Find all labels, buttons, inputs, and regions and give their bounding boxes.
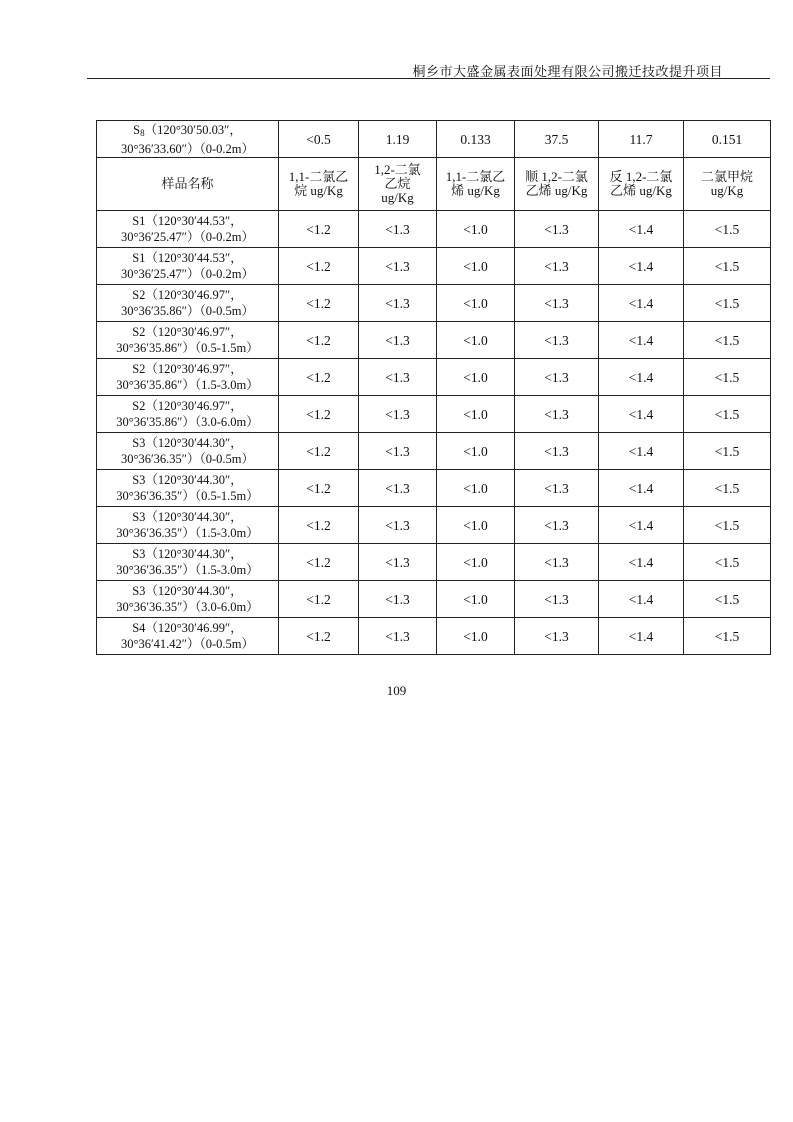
value-cell: <1.3	[359, 618, 437, 655]
value-cell: <1.2	[279, 322, 359, 359]
sample-coord-lat-depth: 30°36′36.35″）（0-0.5m）	[120, 452, 255, 466]
value-cell: <1.2	[279, 581, 359, 618]
sample-name-cell	[97, 396, 279, 433]
value-cell: <1.0	[437, 433, 515, 470]
table-row	[97, 211, 771, 248]
sample-coord-lat-depth: 30°36′36.35″）（3.0-6.0m）	[116, 600, 259, 614]
value-cell: <1.3	[515, 544, 599, 581]
sample-coord-lon: S2（120°30′46.97″，	[132, 325, 243, 339]
sample-name-cell	[97, 359, 279, 396]
value-cell: <1.4	[599, 359, 684, 396]
header-rule	[87, 78, 770, 79]
sample-coord-lon: S2（120°30′46.97″，	[132, 399, 243, 413]
table-row-s8	[97, 121, 771, 158]
value-cell: <1.0	[437, 544, 515, 581]
sample-name-cell	[97, 211, 279, 248]
value-cell: <1.3	[515, 248, 599, 285]
sample-id-subscript: 8	[140, 127, 145, 138]
value-cell: <1.5	[684, 322, 771, 359]
sample-id: S	[133, 122, 141, 137]
sample-name-cell	[97, 121, 279, 158]
value-cell: <1.3	[515, 581, 599, 618]
table-row	[97, 507, 771, 544]
value-cell: <1.2	[279, 544, 359, 581]
sample-name-cell	[97, 433, 279, 470]
value-cell: 0.151	[684, 121, 771, 158]
table-row	[97, 618, 771, 655]
sample-name-cell	[97, 285, 279, 322]
sample-coord-lon: S2（120°30′46.97″，	[132, 288, 243, 302]
results-table	[96, 120, 771, 655]
value-cell: <1.5	[684, 285, 771, 322]
column-header: 顺 1,2-二氯 乙烯 ug/Kg	[515, 158, 599, 211]
sample-name-cell	[97, 544, 279, 581]
value-cell: <1.3	[515, 211, 599, 248]
value-cell: <1.0	[437, 396, 515, 433]
value-cell: <1.4	[599, 396, 684, 433]
value-cell: <1.2	[279, 433, 359, 470]
sample-coord-lat-depth: 30°36′25.47″）（0-0.2m）	[120, 230, 255, 244]
table-row	[97, 433, 771, 470]
value-cell: <1.5	[684, 211, 771, 248]
table-row	[97, 396, 771, 433]
sample-coord-lon: S3（120°30′44.30″，	[132, 473, 243, 487]
value-cell: <1.3	[515, 322, 599, 359]
table-row	[97, 544, 771, 581]
sample-coord-lat-depth: 30°36′36.35″）（1.5-3.0m）	[116, 526, 259, 540]
value-cell: <1.5	[684, 581, 771, 618]
sample-coord-lat-depth: 30°36′35.86″）（3.0-6.0m）	[116, 415, 259, 429]
value-cell: <1.4	[599, 248, 684, 285]
value-cell: <1.3	[515, 470, 599, 507]
column-header: 1,2-二氯 乙烷 ug/Kg	[359, 158, 437, 211]
value-cell: <1.0	[437, 359, 515, 396]
sample-coord-lon: S3（120°30′44.30″，	[132, 547, 243, 561]
value-cell: <1.3	[359, 470, 437, 507]
value-cell: <1.2	[279, 396, 359, 433]
value-cell: <1.3	[359, 248, 437, 285]
value-cell: <1.3	[359, 322, 437, 359]
sample-name-cell	[97, 618, 279, 655]
value-cell: <1.3	[515, 285, 599, 322]
value-cell: <1.0	[437, 618, 515, 655]
value-cell: <1.3	[359, 285, 437, 322]
value-cell: <1.2	[279, 248, 359, 285]
sample-name-cell	[97, 507, 279, 544]
value-cell: <1.4	[599, 507, 684, 544]
value-cell: <1.3	[515, 618, 599, 655]
value-cell: <0.5	[279, 121, 359, 158]
sample-coord-lat-depth: 30°36′41.42″）（0-0.5m）	[120, 637, 255, 651]
value-cell: <1.4	[599, 618, 684, 655]
value-cell: <1.3	[515, 359, 599, 396]
sample-name-cell	[97, 248, 279, 285]
sample-coord-lat-depth: 30°36′25.47″）（0-0.2m）	[120, 267, 255, 281]
table-row	[97, 285, 771, 322]
value-cell: <1.4	[599, 433, 684, 470]
value-cell: <1.4	[599, 322, 684, 359]
sample-coord-lon: S1（120°30′44.53″，	[132, 251, 243, 265]
value-cell: <1.5	[684, 248, 771, 285]
value-cell: 1.19	[359, 121, 437, 158]
table-row	[97, 470, 771, 507]
value-cell: <1.5	[684, 618, 771, 655]
value-cell: <1.4	[599, 285, 684, 322]
column-header: 二氯甲烷 ug/Kg	[684, 158, 771, 211]
sample-name-cell	[97, 322, 279, 359]
value-cell: <1.0	[437, 322, 515, 359]
value-cell: <1.0	[437, 211, 515, 248]
sample-coord-lat-depth: 30°36′35.86″）（0-0.5m）	[120, 304, 255, 318]
table-row	[97, 248, 771, 285]
value-cell: 0.133	[437, 121, 515, 158]
value-cell: <1.4	[599, 470, 684, 507]
page-number: 109	[386, 683, 407, 698]
value-cell: <1.4	[599, 581, 684, 618]
table-row	[97, 581, 771, 618]
column-header: 1,1-二氯乙 烷 ug/Kg	[279, 158, 359, 211]
value-cell: <1.2	[279, 618, 359, 655]
sample-coord-lat-depth: 30°36′36.35″）（0.5-1.5m）	[116, 489, 259, 503]
value-cell: <1.0	[437, 285, 515, 322]
sample-coord-lon: S2（120°30′46.97″，	[132, 362, 243, 376]
value-cell: <1.3	[515, 433, 599, 470]
sample-coord-lon: （120°30′50.03″，	[144, 122, 242, 137]
value-cell: <1.0	[437, 470, 515, 507]
table-row	[97, 322, 771, 359]
value-cell: <1.5	[684, 433, 771, 470]
value-cell: <1.3	[359, 396, 437, 433]
value-cell: <1.5	[684, 544, 771, 581]
sample-coord-lon: S4（120°30′46.99″，	[132, 621, 243, 635]
value-cell: 11.7	[599, 121, 684, 158]
value-cell: <1.3	[515, 507, 599, 544]
sample-coord-lon: S3（120°30′44.30″，	[132, 436, 243, 450]
value-cell: <1.5	[684, 396, 771, 433]
sample-coord-lat-depth: 30°36′35.86″）（0.5-1.5m）	[116, 341, 259, 355]
sample-coord-lat-depth: 30°36′35.86″）（1.5-3.0m）	[116, 378, 259, 392]
value-cell: <1.3	[359, 507, 437, 544]
table-body	[97, 211, 771, 655]
table-header-row	[97, 158, 771, 211]
sample-coord-lon: S3（120°30′44.30″，	[132, 584, 243, 598]
value-cell: <1.0	[437, 581, 515, 618]
value-cell: <1.3	[515, 396, 599, 433]
value-cell: <1.2	[279, 285, 359, 322]
column-header: 反 1,2-二氯 乙烯 ug/Kg	[599, 158, 684, 211]
value-cell: <1.3	[359, 581, 437, 618]
sample-name-cell	[97, 581, 279, 618]
value-cell: <1.4	[599, 211, 684, 248]
value-cell: <1.5	[684, 507, 771, 544]
value-cell: <1.2	[279, 211, 359, 248]
sample-name-cell	[97, 470, 279, 507]
value-cell: <1.2	[279, 470, 359, 507]
value-cell: <1.5	[684, 359, 771, 396]
value-cell: <1.2	[279, 507, 359, 544]
value-cell: <1.3	[359, 433, 437, 470]
sample-coord-lat-depth: 30°36′36.35″）（1.5-3.0m）	[116, 563, 259, 577]
column-header: 样品名称	[97, 158, 279, 211]
table-row	[97, 359, 771, 396]
column-header: 1,1-二氯乙 烯 ug/Kg	[437, 158, 515, 211]
sample-coord-lat-depth: 30°36′33.60″）（0-0.2m）	[120, 141, 255, 156]
running-header: 桐乡市大盛金属表面处理有限公司搬迁技改提升项目	[412, 65, 723, 80]
value-cell: <1.2	[279, 359, 359, 396]
value-cell: <1.3	[359, 544, 437, 581]
value-cell: <1.3	[359, 359, 437, 396]
value-cell: <1.5	[684, 470, 771, 507]
sample-coord-lon: S3（120°30′44.30″，	[132, 510, 243, 524]
value-cell: 37.5	[515, 121, 599, 158]
value-cell: <1.0	[437, 248, 515, 285]
value-cell: <1.4	[599, 544, 684, 581]
sample-coord-lon: S1（120°30′44.53″，	[132, 214, 243, 228]
value-cell: <1.0	[437, 507, 515, 544]
value-cell: <1.3	[359, 211, 437, 248]
